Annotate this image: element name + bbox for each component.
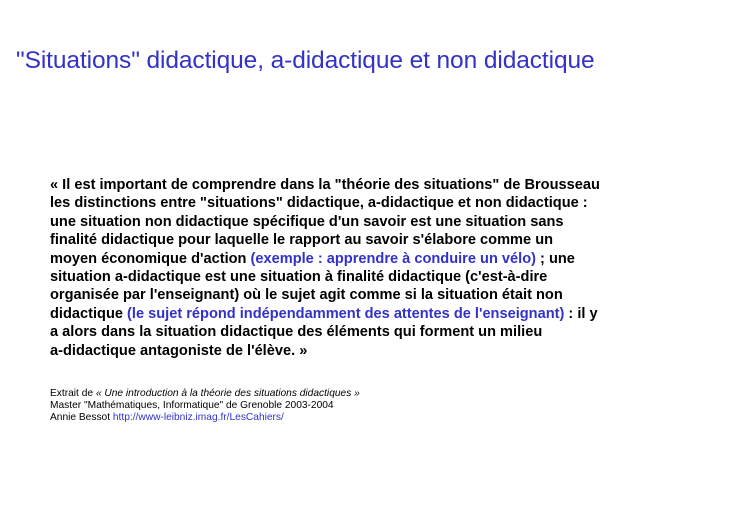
source-prefix: Extrait de (50, 388, 96, 399)
quote-line (50, 305, 650, 323)
quote-line: situation a-didactique est une situation à finalité didactique (c'est-à-dire (50, 269, 548, 286)
quote-text: ; une (535, 250, 575, 267)
quote-line: a-didactique antagoniste de l'élève. » (50, 342, 308, 359)
quote-line: une situation non didactique spécifique d'un savoir est une situation sans (50, 213, 564, 230)
quote-line: organisée par l'enseignant) où le sujet agit comme si la situation était non (50, 287, 563, 304)
quote-text: didactique (50, 305, 128, 322)
quote-line: finalité didactique pour laquelle le rapport au savoir s'élabore comme un (50, 232, 554, 249)
author-name: Annie Bessot (50, 411, 113, 423)
example-highlight: (exemple : apprendre à conduire un vélo) (250, 250, 536, 267)
book-title: « Une introduction à la théorie des situations didactiques » (95, 388, 360, 399)
quote-line (50, 250, 650, 268)
quote-text: : il y (564, 305, 598, 322)
source-line (50, 388, 360, 400)
quote-text: moyen économique d'action (50, 250, 251, 267)
quote-block (50, 176, 650, 360)
source-line: Master "Mathématiques, Informatique" de Grenoble 2003-2004 (50, 399, 334, 411)
quote-line: « Il est important de comprendre dans la "théorie des situations" de Brousseau (50, 177, 600, 193)
slide-title: "Situations" didactique, a-didactique et non didactique (16, 47, 595, 74)
subject-highlight: (le sujet répond indépendamment des attentes de l'enseignant) (127, 305, 565, 322)
quote-line: les distinctions entre "situations" didactique, a-didactique et non didactique : (50, 195, 588, 212)
quote-line: a alors dans la situation didactique des éléments qui forment un milieu (50, 324, 543, 341)
source-link[interactable]: http://www-leibniz.imag.fr/LesCahiers/ (112, 411, 284, 423)
source-line (50, 412, 360, 424)
source-citation (50, 388, 360, 423)
